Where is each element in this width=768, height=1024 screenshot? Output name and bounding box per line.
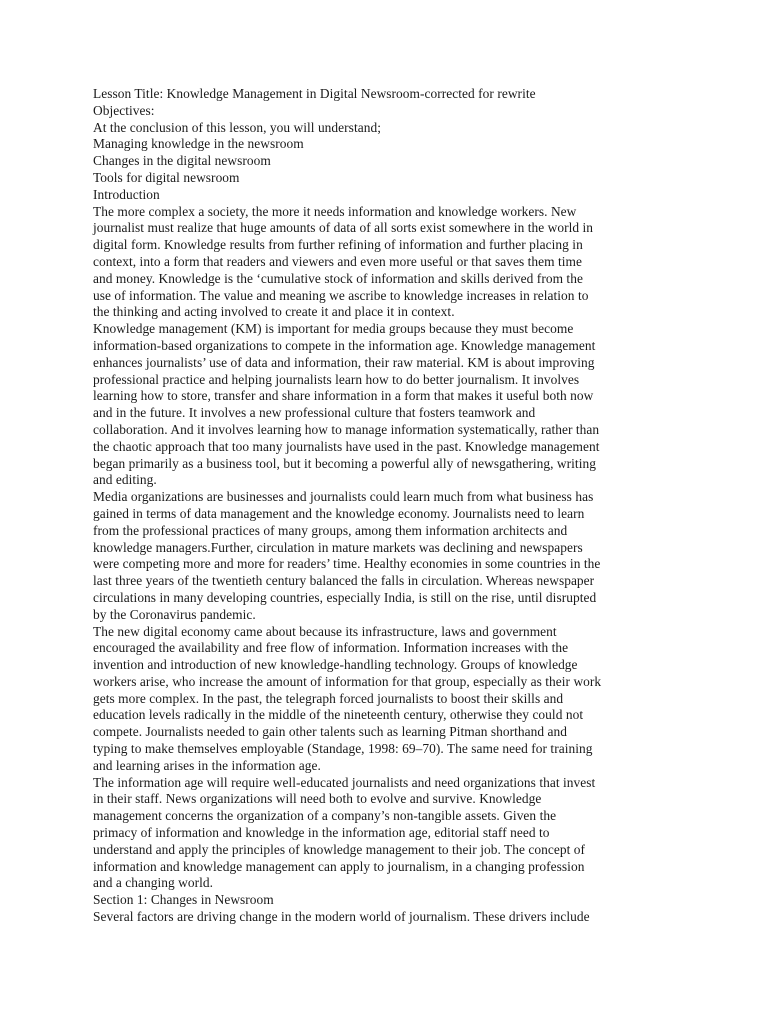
paragraph-line: the thinking and acting involved to create it and place it in context. bbox=[93, 304, 455, 320]
document-page bbox=[93, 86, 678, 926]
paragraph-line: The information age will require well-educated journalists and need organizations that invest bbox=[93, 774, 596, 790]
paragraph-line: and money. Knowledge is the ‘cumulative stock of information and skills derived from the bbox=[93, 270, 583, 286]
paragraph-line: learning how to store, transfer and share information in a form that makes it useful both now bbox=[93, 388, 594, 404]
paragraph-line: Several factors are driving change in the modern world of journalism. These drivers include bbox=[93, 909, 590, 925]
paragraph-line: digital form. Knowledge results from further refining of information and further placing in bbox=[93, 237, 583, 253]
paragraph-line: primacy of information and knowledge in the information age, editorial staff need to bbox=[93, 825, 550, 841]
paragraph-line: education levels radically in the middle of the nineteenth century, otherwise they could not bbox=[93, 707, 584, 723]
objectives-list bbox=[93, 136, 678, 186]
objectives-intro: At the conclusion of this lesson, you will understand; bbox=[93, 119, 381, 135]
paragraph-line: last three years of the twentieth century balanced the falls in circulation. Whereas newspaper bbox=[93, 573, 595, 589]
paragraph-line: professional practice and helping journalists learn how to do better journalism. It involves bbox=[93, 371, 580, 387]
paragraph-line: in their staff. News organizations will need both to evolve and survive. Knowledge bbox=[93, 791, 542, 807]
paragraph-line: began primarily as a business tool, but it becoming a powerful ally of newsgathering, writing bbox=[93, 455, 596, 471]
paragraph-line: workers arise, who increase the amount of information for that group, especially as their work bbox=[93, 673, 602, 689]
paragraph-line: management concerns the organization of a company’s non-tangible assets. Given the bbox=[93, 808, 557, 824]
paragraph-line: understand and apply the principles of knowledge management to their job. The concept of bbox=[93, 841, 586, 857]
paragraph-line: collaboration. And it involves learning how to manage information systematically, rather than bbox=[93, 421, 600, 437]
body-paragraph bbox=[93, 204, 678, 322]
paragraph-line: gained in terms of data management and the knowledge economy. Journalists need to learn bbox=[93, 505, 585, 521]
body-paragraph bbox=[93, 624, 678, 775]
body-paragraph bbox=[93, 321, 678, 489]
paragraph-line: use of information. The value and meaning we ascribe to knowledge increases in relation to bbox=[93, 287, 589, 303]
paragraph-line: and learning arises in the information age. bbox=[93, 757, 321, 773]
objective-item: Managing knowledge in the newsroom bbox=[93, 136, 304, 152]
paragraph-line: information-based organizations to compete in the information age. Knowledge management bbox=[93, 337, 596, 353]
introduction-heading: Introduction bbox=[93, 186, 160, 202]
paragraph-line: journalist must realize that huge amounts of data of all sorts exist somewhere in the world in bbox=[93, 220, 594, 236]
paragraph-line: and a changing world. bbox=[93, 875, 214, 891]
paragraph-line: information and knowledge management can apply to journalism, in a changing profession bbox=[93, 858, 585, 874]
paragraph-line: Knowledge management (KM) is important for media groups because they must become bbox=[93, 321, 574, 337]
objectives-heading: Objectives: bbox=[93, 102, 155, 118]
body-paragraph bbox=[93, 489, 678, 623]
paragraph-line: context, into a form that readers and viewers and even more useful or that saves them time bbox=[93, 253, 583, 269]
paragraph-line: and editing. bbox=[93, 472, 157, 488]
paragraph-line: invention and introduction of new knowledge-handling technology. Groups of knowledge bbox=[93, 657, 578, 673]
section-paragraph bbox=[93, 909, 678, 926]
paragraph-line: from the professional practices of many groups, among them information architects and bbox=[93, 522, 568, 538]
lesson-title: Lesson Title: Knowledge Management in Digital Newsroom-corrected for rewrite bbox=[93, 86, 536, 101]
paragraph-line: encouraged the availability and free flow of information. Information increases with the bbox=[93, 640, 569, 656]
paragraph-line: and in the future. It involves a new professional culture that fosters teamwork and bbox=[93, 405, 536, 421]
paragraph-line: circulations in many developing countries, especially India, is still on the rise, until disrupted bbox=[93, 589, 597, 605]
paragraph-line: knowledge managers.Further, circulation in mature markets was declining and newspapers bbox=[93, 539, 583, 555]
paragraph-line: The more complex a society, the more it needs information and knowledge workers. New bbox=[93, 203, 577, 219]
paragraph-line: gets more complex. In the past, the telegraph forced journalists to boost their skills and bbox=[93, 690, 564, 706]
paragraph-line: the chaotic approach that too many journalists have used in the past. Knowledge management bbox=[93, 438, 600, 454]
paragraph-line: were competing more and more for readers’ time. Healthy economies in some countries in the bbox=[93, 556, 601, 572]
body-paragraph bbox=[93, 775, 678, 893]
objective-item: Changes in the digital newsroom bbox=[93, 153, 271, 169]
section-heading: Section 1: Changes in Newsroom bbox=[93, 892, 274, 908]
paragraph-line: typing to make themselves employable (Standage, 1998: 69–70). The same need for training bbox=[93, 741, 593, 757]
paragraph-line: by the Coronavirus pandemic. bbox=[93, 606, 256, 622]
paragraph-line: compete. Journalists needed to gain other talents such as learning Pitman shorthand and bbox=[93, 724, 568, 740]
paragraph-line: Media organizations are businesses and journalists could learn much from what business has bbox=[93, 489, 594, 505]
objective-item: Tools for digital newsroom bbox=[93, 169, 240, 185]
paragraph-line: The new digital economy came about because its infrastructure, laws and government bbox=[93, 623, 557, 639]
paragraph-line: enhances journalists’ use of data and information, their raw material. KM is about improving bbox=[93, 354, 595, 370]
